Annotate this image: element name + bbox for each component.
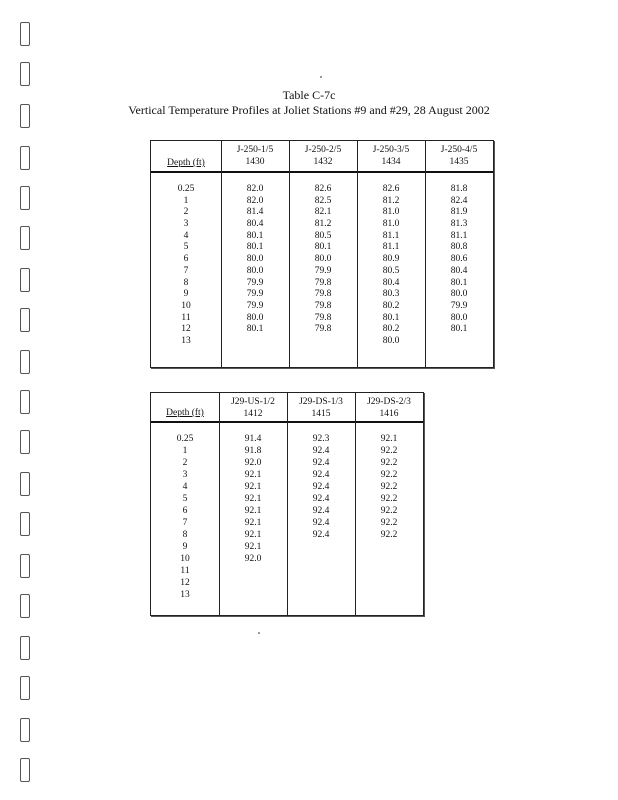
- column-j29-ds-1-3: [287, 393, 356, 615]
- table-cell: 8: [182, 530, 188, 540]
- table-cell: 81.8: [450, 184, 468, 194]
- column-header-name: J-250-4/5: [440, 145, 478, 155]
- table-cell: 12: [180, 578, 190, 588]
- table-cell: 1: [182, 446, 188, 456]
- table-cell: 92.2: [380, 518, 398, 528]
- punch-hole: [20, 472, 30, 496]
- table-cell: 3: [182, 470, 188, 480]
- column-header-id: 1430: [245, 157, 265, 167]
- table-cell: 0.25: [176, 434, 194, 444]
- table-cell: 80.2: [382, 300, 400, 311]
- table-cell: 80.5: [382, 265, 400, 276]
- table-cell: [287, 577, 355, 589]
- table-cell: 92.2: [380, 482, 398, 492]
- table-cell: 92.4: [312, 530, 330, 540]
- table-cell: [287, 553, 355, 565]
- table-cell: 82.6: [314, 184, 332, 194]
- table-subtitle: Vertical Temperature Profiles at Joliet Stations #9 and #29, 28 August 2002: [128, 103, 490, 117]
- table-cell: 6: [183, 254, 189, 265]
- punch-hole: [20, 308, 30, 332]
- table-cell: 10: [180, 554, 190, 564]
- punch-hole: [20, 226, 30, 250]
- punch-hole: [20, 430, 30, 454]
- table-cell: 81.1: [450, 230, 468, 241]
- table-cell: 92.1: [244, 482, 262, 492]
- table-cell: 5: [183, 242, 189, 253]
- punch-hole: [20, 146, 30, 170]
- table-cell: 82.5: [314, 195, 332, 206]
- binder-punch-holes: [20, 0, 34, 800]
- table-cell: 8: [183, 277, 189, 288]
- punch-hole: [20, 594, 30, 618]
- table-cell: [355, 541, 423, 553]
- depth-column: [151, 141, 222, 367]
- table-cell: 6: [182, 506, 188, 516]
- column-header-id: 1416: [379, 409, 399, 419]
- column-values: [357, 184, 425, 348]
- table-cell: 80.0: [246, 265, 264, 276]
- table-cell: 81.9: [450, 207, 468, 218]
- table-cell: 80.8: [450, 242, 468, 253]
- column-header-name: J29-DS-2/3: [367, 397, 411, 407]
- table-cell: 81.1: [382, 230, 400, 241]
- table-cell: 13: [180, 590, 190, 600]
- table-cell: 92.2: [380, 494, 398, 504]
- punch-hole: [20, 22, 30, 46]
- column-header-id: 1432: [313, 157, 333, 167]
- table-cell: 79.9: [314, 265, 332, 276]
- table-cell: 80.0: [246, 312, 264, 323]
- table-cell: 1: [183, 195, 189, 206]
- table-cell: 80.1: [314, 242, 332, 253]
- column-header-name: J29-DS-1/3: [299, 397, 343, 407]
- column-values: [425, 184, 493, 348]
- punch-hole: [20, 512, 30, 536]
- table-cell: 80.0: [246, 254, 264, 265]
- table-cell: 92.4: [312, 506, 330, 516]
- table-cell: 91.4: [244, 434, 262, 444]
- table-cell: 80.1: [450, 324, 468, 335]
- punch-hole: [20, 554, 30, 578]
- table-cell: 92.2: [380, 530, 398, 540]
- table-cell: 92.2: [380, 506, 398, 516]
- table-cell: 92.3: [312, 434, 330, 444]
- table-cell: 91.8: [244, 446, 262, 456]
- depth-column: [151, 393, 220, 615]
- table-cell: 79.8: [314, 312, 332, 323]
- table-cell: 92.4: [312, 458, 330, 468]
- table-cell: [219, 577, 287, 589]
- depth-values: [151, 184, 221, 348]
- punch-hole: [20, 62, 30, 86]
- table-cell: [355, 577, 423, 589]
- punch-hole: [20, 186, 30, 210]
- table-cell: 80.0: [450, 312, 468, 323]
- punch-hole: [20, 758, 30, 782]
- table-cell: 79.8: [314, 277, 332, 288]
- column-header-id: 1412: [243, 409, 263, 419]
- table-title: Table C-7c: [282, 88, 336, 102]
- column-header-id: 1435: [449, 157, 469, 167]
- column-j250-2-5: [289, 141, 358, 367]
- table-cell: 82.1: [314, 207, 332, 218]
- table-cell: [355, 589, 423, 601]
- table-cell: 92.1: [244, 542, 262, 552]
- punch-hole: [20, 268, 30, 292]
- depth-values: [151, 433, 219, 601]
- column-header-name: J-250-1/5: [236, 145, 274, 155]
- table-cell: 92.4: [312, 446, 330, 456]
- table-cell: 92.0: [244, 554, 262, 564]
- temperature-table-station-29: [150, 392, 424, 616]
- table-cell: [219, 565, 287, 577]
- table-cell: [289, 336, 357, 348]
- table-cell: [219, 589, 287, 601]
- table-cell: 80.1: [246, 230, 264, 241]
- table-cell: 79.9: [246, 300, 264, 311]
- table-cell: 80.4: [246, 219, 264, 230]
- column-values: [355, 433, 423, 601]
- column-header-id: 1415: [311, 409, 331, 419]
- table-cell: 92.1: [244, 506, 262, 516]
- table-cell: 92.1: [380, 434, 398, 444]
- table-cell: 7: [183, 265, 189, 276]
- table-cell: 82.0: [246, 184, 264, 194]
- column-values: [219, 433, 287, 601]
- punch-hole: [20, 350, 30, 374]
- table-cell: [355, 565, 423, 577]
- punch-hole: [20, 390, 30, 414]
- table-cell: 80.1: [246, 242, 264, 253]
- column-j29-ds-2-3: [355, 393, 423, 615]
- table-cell: 81.0: [382, 207, 400, 218]
- scan-speck: [320, 76, 322, 78]
- table-cell: 4: [183, 230, 189, 241]
- table-cell: 12: [181, 324, 191, 335]
- table-cell: 81.4: [246, 207, 264, 218]
- table-cell: 80.0: [314, 254, 332, 265]
- table-cell: 79.8: [314, 324, 332, 335]
- punch-hole: [20, 636, 30, 660]
- table-cell: 82.0: [246, 195, 264, 206]
- depth-header: Depth (ft): [166, 408, 204, 418]
- table-cell: 2: [183, 207, 189, 218]
- table-cell: 5: [182, 494, 188, 504]
- table-cell: 2: [182, 458, 188, 468]
- table-cell: 4: [182, 482, 188, 492]
- temperature-table-station-9: [150, 140, 494, 368]
- table-cell: [425, 336, 493, 348]
- table-cell: 80.1: [382, 312, 400, 323]
- table-cell: 10: [181, 300, 191, 311]
- column-values: [221, 184, 289, 348]
- table-cell: 80.4: [382, 277, 400, 288]
- table-cell: 81.3: [450, 219, 468, 230]
- column-header-name: J-250-2/5: [304, 145, 342, 155]
- table-cell: [287, 565, 355, 577]
- table-cell: 92.4: [312, 482, 330, 492]
- table-cell: 81.2: [382, 195, 400, 206]
- table-cell: 80.3: [382, 289, 400, 300]
- table-cell: 80.9: [382, 254, 400, 265]
- table-cell: 80.0: [450, 289, 468, 300]
- table-cell: 92.1: [244, 494, 262, 504]
- column-values: [287, 433, 355, 601]
- table-cell: 9: [182, 542, 188, 552]
- table-cell: 11: [180, 566, 190, 576]
- table-cell: 80.0: [382, 335, 400, 346]
- column-header-name: J-250-3/5: [372, 145, 410, 155]
- table-cell: 79.9: [246, 277, 264, 288]
- table-cell: 79.8: [314, 289, 332, 300]
- table-cell: [287, 589, 355, 601]
- column-j250-4-5: [425, 141, 493, 367]
- column-header-id: 1434: [381, 157, 401, 167]
- table-cell: 80.1: [450, 277, 468, 288]
- table-cell: 92.1: [244, 518, 262, 528]
- table-cell: 81.1: [382, 242, 400, 253]
- table-cell: 79.8: [314, 300, 332, 311]
- scan-speck: [258, 632, 260, 634]
- table-cell: 92.1: [244, 530, 262, 540]
- table-cell: 92.4: [312, 518, 330, 528]
- table-cell: [355, 553, 423, 565]
- column-header-name: J29-US-1/2: [231, 397, 275, 407]
- table-cell: 80.2: [382, 324, 400, 335]
- table-cell: [221, 336, 289, 348]
- table-cell: 80.1: [246, 324, 264, 335]
- table-cell: 79.9: [246, 289, 264, 300]
- column-j29-us-1-2: [219, 393, 288, 615]
- table-cell: 0.25: [177, 184, 195, 194]
- table-cell: 92.1: [244, 470, 262, 480]
- punch-hole: [20, 676, 30, 700]
- column-values: [289, 184, 357, 348]
- table-cell: 92.0: [244, 458, 262, 468]
- table-cell: 92.2: [380, 470, 398, 480]
- table-cell: 80.5: [314, 230, 332, 241]
- table-cell: 79.9: [450, 300, 468, 311]
- table-cell: 82.6: [382, 184, 400, 194]
- table-cell: 11: [181, 312, 191, 323]
- table-cell: 80.4: [450, 265, 468, 276]
- table-cell: 92.2: [380, 458, 398, 468]
- punch-hole: [20, 718, 30, 742]
- column-j250-3-5: [357, 141, 426, 367]
- table-cell: 9: [183, 289, 189, 300]
- table-cell: 3: [183, 219, 189, 230]
- table-cell: 13: [181, 335, 191, 346]
- table-cell: 92.2: [380, 446, 398, 456]
- table-cell: 7: [182, 518, 188, 528]
- table-cell: 81.2: [314, 219, 332, 230]
- table-cell: 81.0: [382, 219, 400, 230]
- table-cell: [287, 541, 355, 553]
- depth-header: Depth (ft): [167, 158, 205, 168]
- table-cell: 92.4: [312, 470, 330, 480]
- table-cell: 82.4: [450, 195, 468, 206]
- table-cell: 92.4: [312, 494, 330, 504]
- column-j250-1-5: [221, 141, 290, 367]
- table-cell: 80.6: [450, 254, 468, 265]
